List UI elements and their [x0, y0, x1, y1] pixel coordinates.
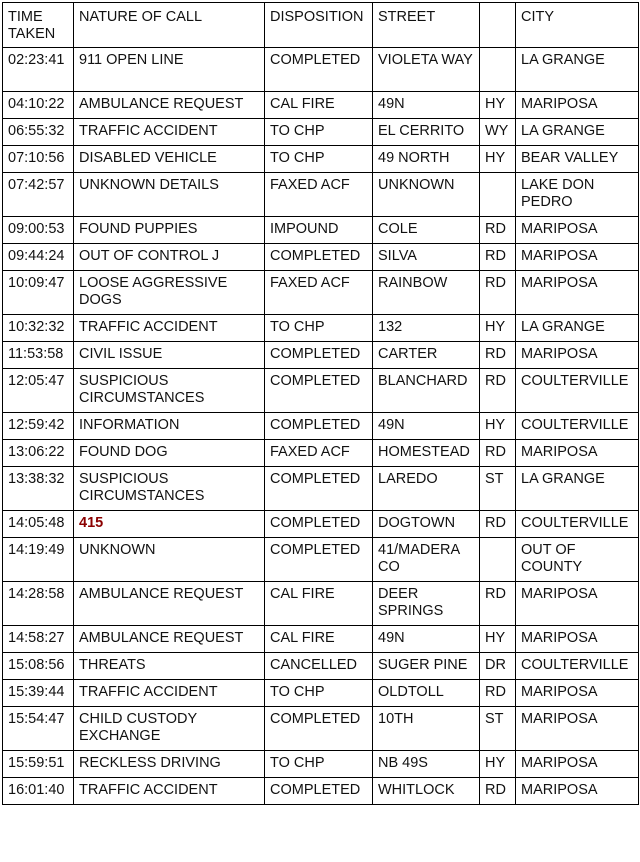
street-suffix-cell: HY [480, 146, 516, 173]
city-cell: MARIPOSA [516, 751, 639, 778]
street-cell: 49N [373, 626, 480, 653]
nature-cell: TRAFFIC ACCIDENT [74, 119, 265, 146]
table-row [3, 92, 639, 119]
nature-cell: AMBULANCE REQUEST [74, 626, 265, 653]
table-row [3, 582, 639, 626]
nature-cell: 911 OPEN LINE [74, 48, 265, 92]
street-cell: WHITLOCK [373, 778, 480, 805]
header-disposition: DISPOSITION [265, 3, 373, 48]
city-cell: COULTERVILLE [516, 369, 639, 413]
table-row [3, 369, 639, 413]
street-cell: 49N [373, 413, 480, 440]
street-suffix-cell: RD [480, 582, 516, 626]
disposition-cell: COMPLETED [265, 538, 373, 582]
disposition-cell: COMPLETED [265, 778, 373, 805]
time-cell: 10:32:32 [3, 315, 74, 342]
street-suffix-cell: RD [480, 271, 516, 315]
time-cell: 14:28:58 [3, 582, 74, 626]
street-suffix-cell: ST [480, 467, 516, 511]
header-street: STREET [373, 3, 480, 48]
time-cell: 10:09:47 [3, 271, 74, 315]
street-suffix-cell: RD [480, 342, 516, 369]
disposition-cell: COMPLETED [265, 707, 373, 751]
nature-cell: TRAFFIC ACCIDENT [74, 680, 265, 707]
table-row [3, 653, 639, 680]
time-cell: 09:44:24 [3, 244, 74, 271]
table-row [3, 413, 639, 440]
disposition-cell: COMPLETED [265, 413, 373, 440]
city-cell: MARIPOSA [516, 217, 639, 244]
table-row [3, 146, 639, 173]
table-row [3, 440, 639, 467]
street-suffix-cell [480, 48, 516, 92]
city-cell: COULTERVILLE [516, 511, 639, 538]
table-row [3, 538, 639, 582]
city-cell: MARIPOSA [516, 582, 639, 626]
disposition-cell: CAL FIRE [265, 582, 373, 626]
city-cell: LA GRANGE [516, 467, 639, 511]
street-suffix-cell: HY [480, 92, 516, 119]
street-suffix-cell: ST [480, 707, 516, 751]
city-cell: OUT OF COUNTY [516, 538, 639, 582]
time-cell: 14:58:27 [3, 626, 74, 653]
disposition-cell: TO CHP [265, 315, 373, 342]
street-cell: RAINBOW [373, 271, 480, 315]
time-cell: 13:06:22 [3, 440, 74, 467]
table-row [3, 119, 639, 146]
disposition-cell: COMPLETED [265, 342, 373, 369]
header-time-taken: TIME TAKEN [3, 3, 74, 48]
disposition-cell: TO CHP [265, 146, 373, 173]
street-cell: OLDTOLL [373, 680, 480, 707]
city-cell: MARIPOSA [516, 342, 639, 369]
time-cell: 14:05:48 [3, 511, 74, 538]
street-suffix-cell [480, 538, 516, 582]
city-cell: COULTERVILLE [516, 653, 639, 680]
disposition-cell: FAXED ACF [265, 271, 373, 315]
city-cell: LA GRANGE [516, 48, 639, 92]
table-row [3, 680, 639, 707]
time-cell: 07:10:56 [3, 146, 74, 173]
city-cell: BEAR VALLEY [516, 146, 639, 173]
street-cell: SUGER PINE [373, 653, 480, 680]
street-suffix-cell: RD [480, 680, 516, 707]
street-suffix-cell: DR [480, 653, 516, 680]
street-suffix-cell: HY [480, 315, 516, 342]
street-suffix-cell: HY [480, 626, 516, 653]
nature-cell: RECKLESS DRIVING [74, 751, 265, 778]
city-cell: MARIPOSA [516, 707, 639, 751]
table-row [3, 342, 639, 369]
table-row [3, 751, 639, 778]
table-row [3, 511, 639, 538]
street-cell: 132 [373, 315, 480, 342]
street-cell: 41/MADERA CO [373, 538, 480, 582]
street-suffix-cell: HY [480, 413, 516, 440]
street-cell: NB 49S [373, 751, 480, 778]
street-cell: BLANCHARD [373, 369, 480, 413]
city-cell: COULTERVILLE [516, 413, 639, 440]
nature-cell: SUSPICIOUS CIRCUMSTANCES [74, 369, 265, 413]
disposition-cell: CAL FIRE [265, 626, 373, 653]
disposition-cell: COMPLETED [265, 369, 373, 413]
nature-cell: CHILD CUSTODY EXCHANGE [74, 707, 265, 751]
nature-cell: FOUND PUPPIES [74, 217, 265, 244]
time-cell: 09:00:53 [3, 217, 74, 244]
table-row [3, 626, 639, 653]
table-row [3, 778, 639, 805]
time-cell: 15:54:47 [3, 707, 74, 751]
header-nature-of-call: NATURE OF CALL [74, 3, 265, 48]
city-cell: MARIPOSA [516, 440, 639, 467]
table-row [3, 315, 639, 342]
street-cell: LAREDO [373, 467, 480, 511]
nature-cell: TRAFFIC ACCIDENT [74, 778, 265, 805]
street-cell: CARTER [373, 342, 480, 369]
time-cell: 16:01:40 [3, 778, 74, 805]
disposition-cell: CANCELLED [265, 653, 373, 680]
city-cell: MARIPOSA [516, 626, 639, 653]
city-cell: LA GRANGE [516, 119, 639, 146]
table-row [3, 244, 639, 271]
nature-cell: UNKNOWN DETAILS [74, 173, 265, 217]
table-row [3, 173, 639, 217]
time-cell: 02:23:41 [3, 48, 74, 92]
street-suffix-cell: RD [480, 217, 516, 244]
time-cell: 11:53:58 [3, 342, 74, 369]
header-street-suffix [480, 3, 516, 48]
street-cell: UNKNOWN [373, 173, 480, 217]
time-cell: 12:05:47 [3, 369, 74, 413]
street-suffix-cell: RD [480, 440, 516, 467]
table-row [3, 467, 639, 511]
time-cell: 14:19:49 [3, 538, 74, 582]
street-cell: 49 NORTH [373, 146, 480, 173]
city-cell: MARIPOSA [516, 778, 639, 805]
nature-cell: AMBULANCE REQUEST [74, 582, 265, 626]
time-cell: 07:42:57 [3, 173, 74, 217]
street-cell: COLE [373, 217, 480, 244]
street-cell: 10TH [373, 707, 480, 751]
disposition-cell: COMPLETED [265, 244, 373, 271]
nature-cell: OUT OF CONTROL J [74, 244, 265, 271]
disposition-cell: TO CHP [265, 751, 373, 778]
street-cell: HOMESTEAD [373, 440, 480, 467]
nature-cell: TRAFFIC ACCIDENT [74, 315, 265, 342]
disposition-cell: CAL FIRE [265, 92, 373, 119]
nature-cell: SUSPICIOUS CIRCUMSTANCES [74, 467, 265, 511]
city-cell: MARIPOSA [516, 244, 639, 271]
nature-cell: DISABLED VEHICLE [74, 146, 265, 173]
city-cell: LA GRANGE [516, 315, 639, 342]
table-row [3, 48, 639, 92]
street-suffix-cell [480, 173, 516, 217]
street-suffix-cell: RD [480, 778, 516, 805]
city-cell: MARIPOSA [516, 680, 639, 707]
street-cell: SILVA [373, 244, 480, 271]
street-cell: 49N [373, 92, 480, 119]
time-cell: 12:59:42 [3, 413, 74, 440]
street-suffix-cell: RD [480, 244, 516, 271]
street-suffix-cell: WY [480, 119, 516, 146]
disposition-cell: TO CHP [265, 680, 373, 707]
nature-cell: AMBULANCE REQUEST [74, 92, 265, 119]
nature-cell: 415 [74, 511, 265, 538]
call-log-table [2, 2, 639, 805]
time-cell: 15:59:51 [3, 751, 74, 778]
disposition-cell: COMPLETED [265, 467, 373, 511]
nature-cell: LOOSE AGGRESSIVE DOGS [74, 271, 265, 315]
street-cell: EL CERRITO [373, 119, 480, 146]
time-cell: 15:39:44 [3, 680, 74, 707]
table-row [3, 271, 639, 315]
nature-cell: THREATS [74, 653, 265, 680]
street-suffix-cell: RD [480, 369, 516, 413]
header-city: CITY [516, 3, 639, 48]
disposition-cell: FAXED ACF [265, 173, 373, 217]
street-cell: DOGTOWN [373, 511, 480, 538]
time-cell: 04:10:22 [3, 92, 74, 119]
disposition-cell: IMPOUND [265, 217, 373, 244]
time-cell: 13:38:32 [3, 467, 74, 511]
city-cell: LAKE DON PEDRO [516, 173, 639, 217]
time-cell: 06:55:32 [3, 119, 74, 146]
disposition-cell: TO CHP [265, 119, 373, 146]
nature-cell: FOUND DOG [74, 440, 265, 467]
table-row [3, 707, 639, 751]
disposition-cell: COMPLETED [265, 511, 373, 538]
city-cell: MARIPOSA [516, 92, 639, 119]
street-suffix-cell: HY [480, 751, 516, 778]
table-row [3, 217, 639, 244]
header-row [3, 3, 639, 48]
street-cell: VIOLETA WAY [373, 48, 480, 92]
street-suffix-cell: RD [480, 511, 516, 538]
nature-cell: CIVIL ISSUE [74, 342, 265, 369]
time-cell: 15:08:56 [3, 653, 74, 680]
nature-cell: UNKNOWN [74, 538, 265, 582]
nature-cell: INFORMATION [74, 413, 265, 440]
disposition-cell: FAXED ACF [265, 440, 373, 467]
city-cell: MARIPOSA [516, 271, 639, 315]
disposition-cell: COMPLETED [265, 48, 373, 92]
street-cell: DEER SPRINGS [373, 582, 480, 626]
